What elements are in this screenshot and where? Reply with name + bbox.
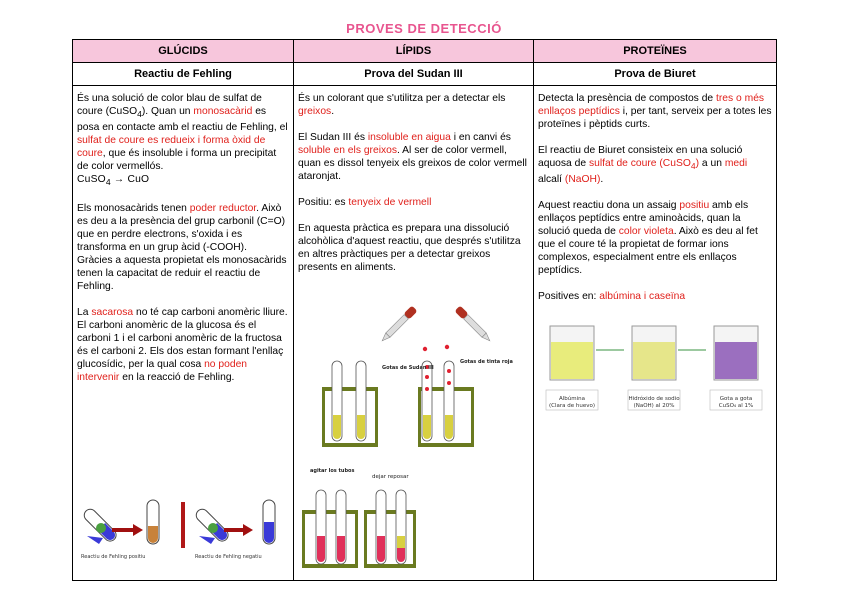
shake-tubes-label: agitar los tubos (310, 468, 355, 474)
header-row (73, 40, 777, 63)
header-glucids: GLÚCIDS (73, 40, 294, 63)
subheader-biuret: Prova de Biuret (534, 63, 777, 86)
page-title: PROVES DE DETECCIÓ (346, 21, 502, 36)
biuret-paragraph-4: Positives en: albúmina i caseïna (538, 291, 686, 303)
sudan-paragraph-1: És un colorant que s'utilitza per a detectar els greixos. (298, 93, 506, 117)
beaker-1-label-line1: Albúmina (558, 396, 586, 402)
red-ink-drops-label: Gotas de tinta roja (460, 359, 513, 365)
biuret-paragraph-3: Aquest reactiu dona un assaig positiu amb els enllaços peptídics entre aminoàcids, quan la solució queda de color violeta. Això es deu al fet que el coure té la propietat de formar ions complexos, especialment entre els enllaços peptídics. (538, 200, 758, 277)
fehling-paragraph-2: Els monosacàrids tenen poder reductor. Això es deu a la presència del grup carbonil (C=O) que en perdre electrons, s'oxida i es transforma en un grup àcid (-COOH). Gràcies a aquesta propietat els monosacàrids tenen la capacitat de reduir el reactiu de Fehling. (77, 203, 287, 293)
header-proteins: PROTEÏNES (534, 40, 777, 63)
fehling-positive-label: Reactiu de Fehling positiu (81, 554, 146, 560)
fehling-paragraph-3: La sacarosa no té cap carboni anomèric lliure. El carboni anomèric de la glucosa és el carboni 1 i el carboni anomèric de la fructosa és el carboni 2. Els dos estan formant l'enllaç glucosídic, per la qual cosa no poden intervenir en la reacció de Fehling. (77, 307, 288, 384)
fehling-equation: CuSO$_4$ → CuO (77, 174, 150, 188)
content-row (73, 86, 777, 581)
subheader-row (73, 63, 777, 86)
glucids-cell (73, 86, 294, 581)
header-lipids: LÍPIDS (294, 40, 534, 63)
fehling-paragraph-1: És una solució de color blau de sulfat de coure (CuSO$_4$). Quan un monosacàrid es posa en contacte amb el reactiu de Fehling, el sulfat de coure es redueix i forma òxid de coure, que és insoluble i forma un precipitat de color vermellós. CuSO$_4$ → CuO (77, 93, 288, 188)
biuret-beakers-illustration (538, 318, 772, 418)
detection-tests-table (72, 39, 777, 581)
lipids-cell (294, 86, 534, 581)
sudan-droppers-illustration (320, 301, 520, 451)
beaker-3-label-line2: CuSO₄ al 1% (718, 403, 754, 409)
proteins-cell (534, 86, 777, 581)
sudan-drops-label: Gotas de Sudan III (382, 365, 434, 371)
beaker-3-label-line1: Gota a gota (719, 396, 753, 402)
sudan-paragraph-4: En aquesta pràctica es prepara una dissolució alcohòlica d'aquest reactiu, que després s'utilitza en altres pràctiques per a detectar greixos presents en aliments. (298, 223, 521, 273)
fehling-test-illustration (77, 498, 289, 562)
sudan-paragraph-2: El Sudan III és insoluble en aigua i en canvi és soluble en els greixos. Al ser de color vermell, quan es dissol tenyeix els greixos de color vermell ataronjat. (298, 132, 527, 182)
biuret-paragraph-1: Detecta la presència de compostos de tres o més enllaços peptídics i, per tant, serveix per a totes les proteïnes i pèptids curts. (538, 93, 772, 130)
fehling-negative-label: Reactiu de Fehling negatiu (195, 554, 262, 560)
subheader-sudan: Prova del Sudan III (294, 63, 534, 86)
biuret-paragraph-2: El reactiu de Biuret consisteix en una solució aquosa de sulfat de coure (CuSO$_4$) a un medi alcalí (NaOH). (538, 145, 748, 186)
beaker-2-label-line2: (NaOH) al 20% (633, 403, 675, 409)
beaker-1-label-line2: (Clara de huevo) (548, 403, 596, 409)
sudan-shake-illustration (300, 464, 420, 572)
beaker-2-label-line1: Hidróxido de sodio (628, 396, 680, 402)
subheader-fehling: Reactiu de Fehling (73, 63, 294, 86)
sudan-paragraph-3: Positiu: es tenyeix de vermell (298, 197, 432, 208)
let-rest-label: dejar reposar (372, 474, 409, 480)
